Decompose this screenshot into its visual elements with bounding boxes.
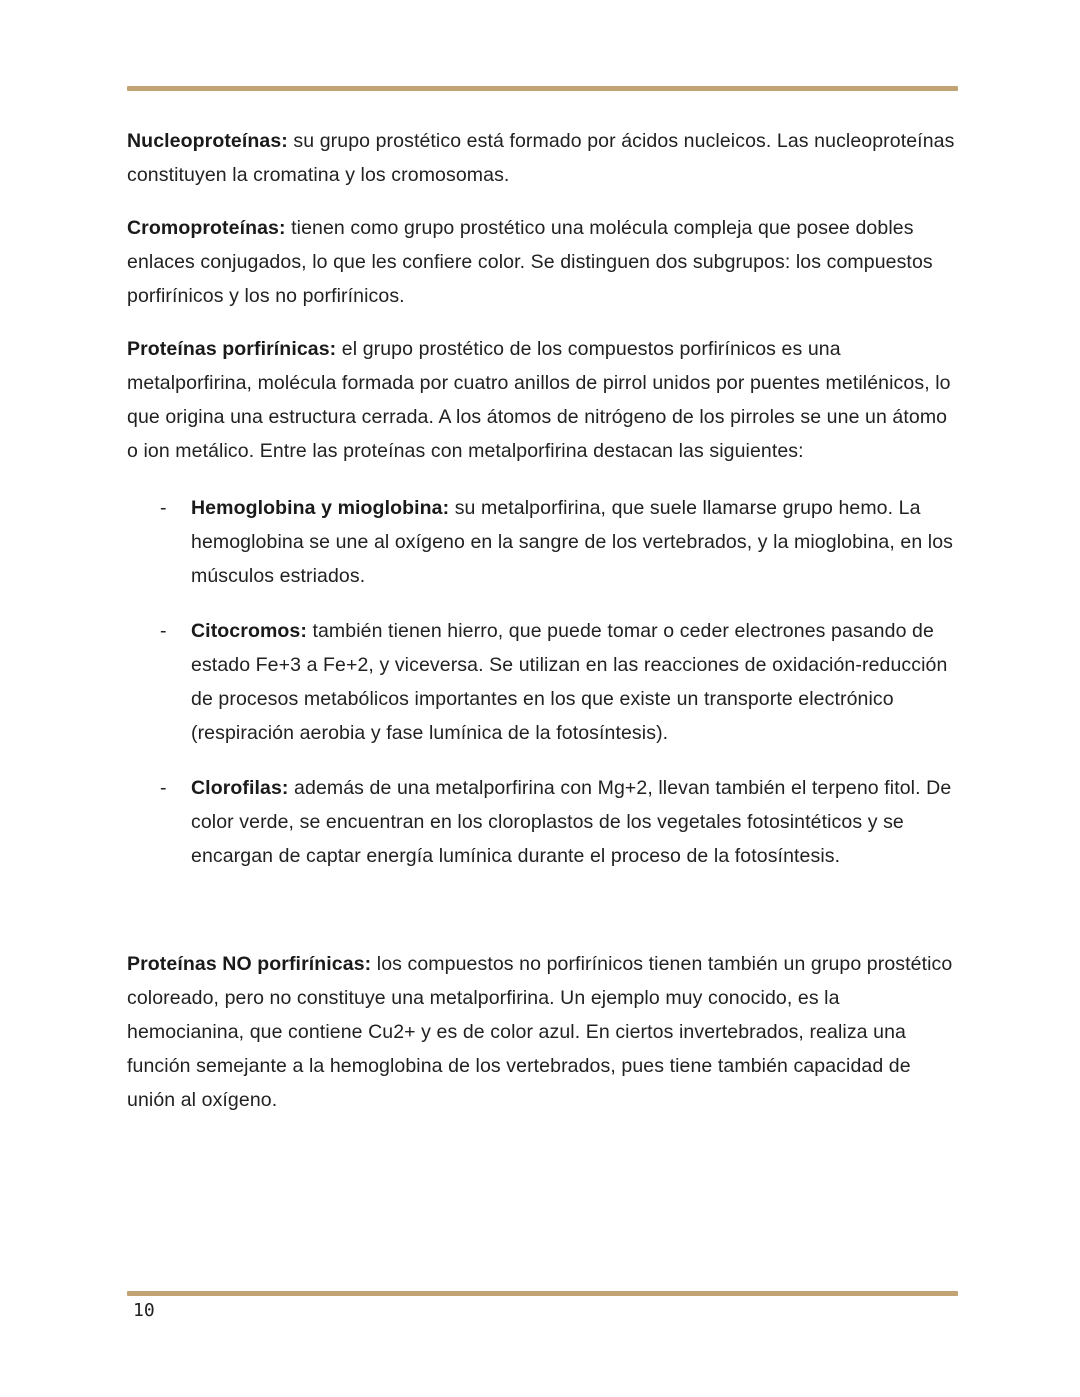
paragraph-lead: Proteínas NO porfirínicas: <box>127 953 372 975</box>
list-item-body <box>191 614 960 750</box>
list-item-clorofilas <box>160 771 960 873</box>
list-item-lead: Clorofilas: <box>191 777 289 799</box>
porphyrin-protein-list <box>127 491 960 873</box>
list-item-citocromos <box>160 614 960 750</box>
paragraph-text: tienen como grupo prostético una molécula compleja que posee dobles enlaces conjugados, lo que les confiere color. Se distinguen dos subgrupos: los compuestos porfirínicos y los no porfirínicos. <box>127 217 933 307</box>
list-item-lead: Citocromos: <box>191 620 307 642</box>
top-divider-rule <box>127 86 958 91</box>
paragraph-text: el grupo prostético de los compuestos porfirínicos es una metalporfirina, molécula formada por cuatro anillos de pirrol unidos por puentes metilénicos, lo que origina una estructura cerrada. A los átomos de nitrógeno de los pirroles se une un átomo o ion metálico. Entre las proteínas con metalporfirina destacan las siguientes: <box>127 338 951 462</box>
list-item-body <box>191 491 960 593</box>
list-item-lead: Hemoglobina y mioglobina: <box>191 497 450 519</box>
list-item-text: su metalporfirina, que suele llamarse grupo hemo. La hemoglobina se une al oxígeno en la sangre de los vertebrados, y la mioglobina, en los músculos estriados. <box>191 497 954 587</box>
paragraph-lead: Nucleoproteínas: <box>127 130 288 152</box>
document-body <box>127 124 960 1136</box>
paragraph-text: los compuestos no porfirínicos tienen también un grupo prostético coloreado, pero no constituye una metalporfirina. Un ejemplo muy conocido, es la hemocianina, que contiene Cu2+ y es de color azul. En ciertos invertebrados, realiza una función semejante a la hemoglobina de los vertebrados, pues tiene también capacidad de unión al oxígeno. <box>127 953 953 1111</box>
list-item-hemoglobina <box>160 491 960 593</box>
dash-bullet-marker: - <box>160 497 167 519</box>
list-item-text: también tienen hierro, que puede tomar o ceder electrones pasando de estado Fe+3 a Fe+2, y viceversa. Se utilizan en las reacciones de oxidación-reducción de procesos metabólicos importantes en los que existe un transporte electrónico (respiración aerobia y fase lumínica de la fotosíntesis). <box>191 620 948 744</box>
page-number: 10 <box>133 1300 155 1321</box>
paragraph-lead: Cromoproteínas: <box>127 217 286 239</box>
dash-bullet-marker: - <box>160 777 167 799</box>
list-item-body <box>191 771 960 873</box>
list-item-text: además de una metalporfirina con Mg+2, llevan también el terpeno fitol. De color verde, se encuentran en los cloroplastos de los vegetales fotosintéticos y se encargan de captar energía lumínica durante el proceso de la fotosíntesis. <box>191 777 952 867</box>
paragraph-proteinas-no-porfirinicas <box>127 947 960 1117</box>
paragraph-proteinas-porfirinicas <box>127 332 960 468</box>
dash-bullet-marker: - <box>160 620 167 642</box>
paragraph-nucleoproteinas <box>127 124 960 192</box>
bottom-divider-rule <box>127 1291 958 1296</box>
paragraph-lead: Proteínas porfirínicas: <box>127 338 337 360</box>
paragraph-cromoproteinas <box>127 211 960 313</box>
paragraph-text: su grupo prostético está formado por ácidos nucleicos. Las nucleoproteínas constituyen la cromatina y los cromosomas. <box>127 130 955 186</box>
